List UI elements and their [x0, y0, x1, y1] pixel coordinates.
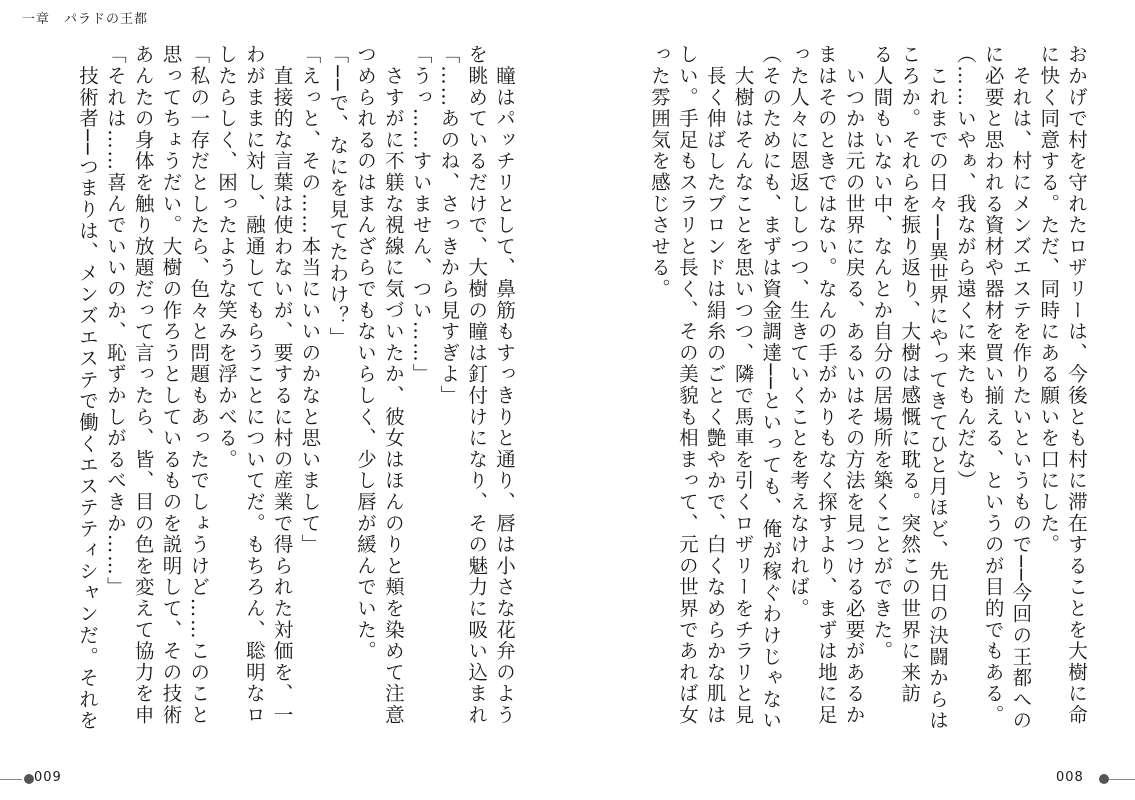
text-column: おかげで村を守れたロザリーは、今後とも村に滞在することを大樹に命 [1065, 44, 1088, 726]
text-column: つめられるのはまんざらでもないらしく、少し唇が緩んでいた。 [354, 44, 378, 662]
folio-dot-left [24, 774, 34, 784]
page-number-left: 009 [34, 770, 62, 785]
right-page [612, 44, 1090, 744]
text-column: 直接的な言葉は使わないが、要するに村の産業で得られた対価を、一 [270, 65, 294, 726]
text-column: まはそのときではない。なんの手がかりもなく探すより、まずは地に足 [814, 44, 838, 726]
folio-dot-right [1099, 774, 1109, 784]
text-column: さすがに不躾な視線に気づいたか、彼女はほんのりと頬を染めて注意 [381, 65, 405, 726]
text-column: 「──で、なにを見てたわけ？」 [326, 44, 350, 348]
text-column: ころか。それらを振り返り、大樹は感慨に耽る。突然この世界に来訪 [898, 44, 922, 705]
text-column: わがままに対し、融通してもらうことについてだ。もちろん、聡明なロ [242, 44, 266, 726]
text-column: したらしく、困ったような笑みを浮かべる。 [215, 44, 239, 470]
text-column: を眺めているだけで、大樹の瞳は釘付けになり、その魅力に吸い込まれ [465, 44, 489, 726]
text-column: 長く伸ばしたブロンドは絹糸のごとく艶やかで、白くなめらかな肌は [703, 65, 727, 726]
text-column: った人々に恩返ししつつ、生きていくことを考えなければ。 [787, 44, 811, 620]
text-column: 「うっ……すいません、つい……」 [409, 44, 433, 385]
text-column: これまでの日々──異世界にやってきてひと月ほど、先日の決闘からは [926, 65, 950, 732]
text-column: 技術者──つまりは、メンズエステで働くエステティシャンだ。それを [76, 65, 100, 732]
text-column: に必要と思われる資材や器材を買い揃える、というのが目的でもある。 [981, 44, 1005, 726]
text-column: 「……あのね、さっきから見すぎよ」 [437, 44, 461, 407]
page-number-right: 008 [1056, 770, 1084, 785]
folio-rule-left [0, 779, 22, 780]
text-column: （そのためにも、まずは資金調達──といっても、俺が稼ぐわけじゃない [759, 44, 783, 732]
text-column: （……いやぁ、我ながら遠くに来たもんだな） [953, 44, 977, 492]
text-column: 大樹はそんなことを思いつつ、隣で馬車を引くロザリーをチラリと見 [731, 65, 755, 726]
text-column: あんたの身体を触り放題だって言ったら、皆、目の色を変えて協力を申 [131, 44, 155, 726]
text-column: った雰囲気を感じさせる。 [648, 44, 672, 300]
folio-rule-right [1109, 779, 1135, 780]
text-column: それは、村にメンズエステを作りたいというもので──今回の王都への [1009, 65, 1033, 732]
text-column: に快く同意する。ただ、同時にある願いを口にした。 [1037, 44, 1061, 556]
text-column: 思ってちょうだい。大樹の作ろうとしているものを説明して、その技術 [159, 44, 183, 726]
text-column: いつかは元の世界に戻る、あるいはその方法を見つける必要があるか [842, 65, 866, 726]
text-column: 「えっと、その……本当にいいのかなと思いまして」 [298, 44, 322, 556]
text-column: しい。手足もスラリと長く、その美貌も相まって、元の世界であれば女 [675, 44, 699, 726]
text-column: 「それは……喜んでいいのか、恥ずかしがるべきか……」 [103, 44, 127, 598]
text-column: る人間もいない中、なんとか自分の居場所を築くことができた。 [870, 44, 894, 662]
left-page [40, 44, 518, 744]
chapter-header: 一章 パラドの王都 [22, 12, 149, 27]
text-column: 「私の一存だとしたら、色々と問題もあったでしょうけど……このこと [187, 44, 211, 726]
text-column: 瞳はパッチリとして、鼻筋もすっきりと通り、唇は小さな花弁のよう [493, 65, 516, 726]
